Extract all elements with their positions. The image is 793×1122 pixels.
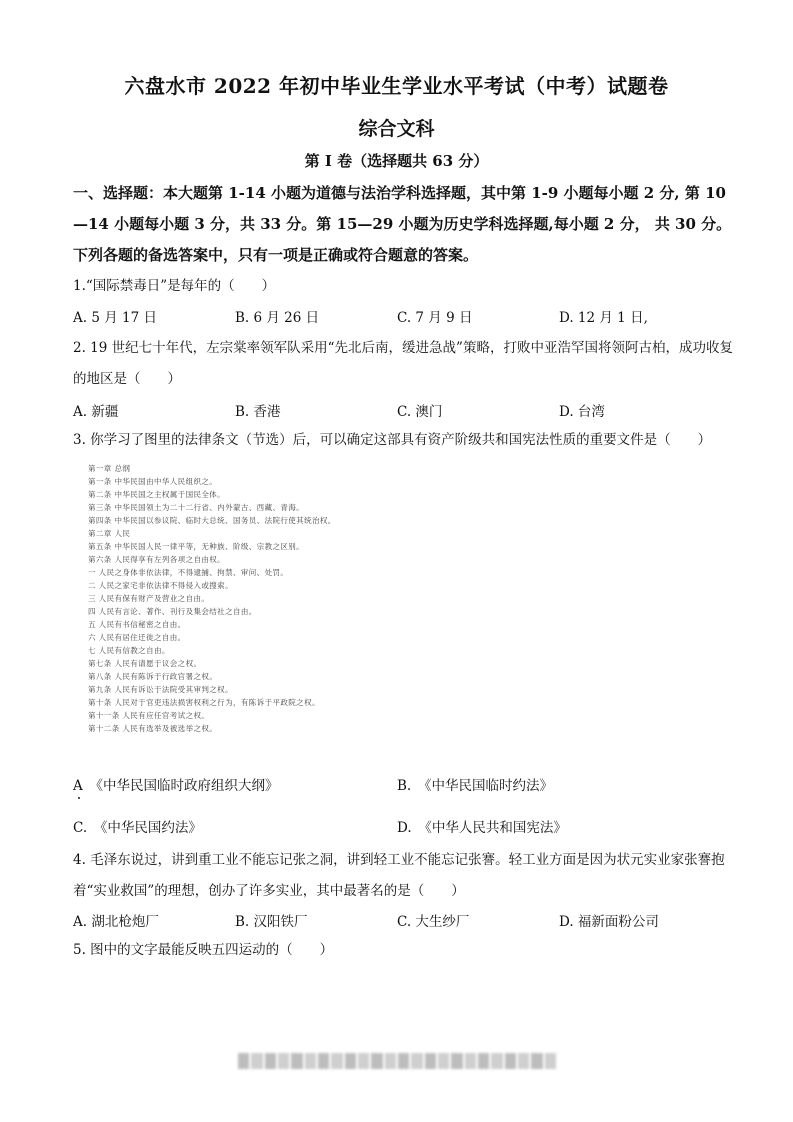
legal-line: 五 人民有书信秘密之自由。 (88, 620, 186, 629)
legal-line: 第三条 中华民国领土为二十二行省、内外蒙古、西藏、青海。 (88, 503, 305, 512)
question-1-option-c: C. 7 月 9 日 (397, 310, 473, 326)
scan-speck (78, 797, 80, 799)
legal-line: 四 人民有言论、著作、刊行及集会结社之自由。 (88, 607, 257, 616)
question-4-stem: 4. 毛泽东说过，讲到重工业不能忘记张之洞，讲到轻工业不能忘记张謇。轻工业方面是因为状元实业家张謇抱着“实业救国”的理想，创办了许多实业，其中最著名的是（ ） (73, 852, 725, 899)
legal-text-figure (88, 463, 388, 763)
question-4-option-b: B. 汉阳铁厂 (235, 914, 308, 930)
legal-line: 第十条 人民对于官吏违法损害权利之行为，有陈诉于平政院之权。 (88, 698, 320, 707)
legal-line: 第四条 中华民国以参议院、临时大总统、国务员、法院行使其统治权。 (88, 516, 336, 525)
exam-title: 六盘水市 2022 年初中毕业生学业水平考试（中考）试题卷 (124, 74, 669, 98)
legal-line: 第八条 人民有陈诉于行政官署之权。 (88, 672, 218, 681)
question-4-option-d: D. 福新面粉公司 (559, 914, 659, 930)
question-1-option-a: A. 5 月 17 日 (73, 310, 157, 326)
question-1-stem: 1.“国际禁毒日”是每年的（ ） (73, 278, 276, 294)
legal-line: 二 人民之家宅非依法律不得侵入或搜索。 (88, 581, 233, 590)
legal-line: 第二条 中华民国之主权属于国民全体。 (88, 490, 226, 499)
volume-heading: 第 I 卷（选择题共 63 分） (304, 152, 489, 170)
legal-line: 第一章 总纲 (88, 464, 131, 473)
question-4-option-a: A. 湖北枪炮厂 (73, 914, 159, 930)
question-2-option-b: B. 香港 (235, 404, 281, 420)
section-instructions: 一、选择题：本大题第 1-14 小题为道德与法治学科选择题，其中第 1-9 小题每小题 2 分, 第 10—14 小题每小题 3 分，共 33 分。第 15—29 小题为历史学科选择题,每小题 2 分， 共 30 分。下列各题的备选答案中，只有一项是正确或符合题意的答案。 (73, 184, 732, 264)
question-1-option-b: B. 6 月 26 日 (235, 310, 320, 326)
blurred-footer-watermark (238, 1053, 556, 1069)
question-3-option-d: D. 《中华人民共和国宪法》 (397, 820, 567, 836)
question-2-option-a: A. 新疆 (73, 404, 119, 420)
legal-line: 第二章 人民 (88, 529, 131, 538)
question-1-option-d: D. 12 月 1 日, (559, 310, 648, 326)
question-3-option-b: B. 《中华民国临时约法》 (397, 778, 553, 794)
legal-line: 第六条 人民得享有左列各项之自由权。 (88, 555, 226, 564)
legal-line: 七 人民有信教之自由。 (88, 646, 170, 655)
question-2-option-d: D. 台湾 (559, 404, 605, 420)
question-3-option-a: A 《中华民国临时政府组织大纲》 (73, 778, 279, 794)
legal-line: 第十一条 人民有应任官考试之权。 (88, 711, 210, 720)
question-2-option-c: C. 澳门 (397, 404, 443, 420)
question-2-stem: 2. 19 世纪七十年代，左宗棠率领军队采用“先北后南，缓进急战”策略，打败中亚浩罕国将领阿古柏，成功收复的地区是（ ） (73, 340, 733, 387)
legal-line: 第一条 中华民国由中华人民组织之。 (88, 477, 218, 486)
legal-line: 第七条 人民有请愿于议会之权。 (88, 659, 202, 668)
legal-line: 三 人民有保有财产及营业之自由。 (88, 594, 210, 603)
question-4-option-c: C. 大生纱厂 (397, 914, 470, 930)
legal-line: 第十二条 人民有选举及被选举之权。 (88, 724, 218, 733)
question-3-stem: 3. 你学习了图里的法律条文（节选）后，可以确定这部具有资产阶级共和国宪法性质的重要文件是（ ） (73, 432, 712, 448)
legal-line: 第五条 中华民国人民一律平等，无种族、阶级、宗教之区别。 (88, 542, 305, 551)
exam-subject: 综合文科 (358, 118, 435, 140)
legal-line: 第九条 人民有诉讼于法院受其审判之权。 (88, 685, 233, 694)
legal-line: 六 人民有居住迁徙之自由。 (88, 633, 186, 642)
legal-line: 一 人民之身体非依法律，不得逮捕、拘禁、审问、处罚。 (88, 568, 289, 577)
question-5-stem: 5. 图中的文字最能反映五四运动的（ ） (73, 942, 334, 958)
question-3-option-c: C. 《中华民国约法》 (73, 820, 202, 836)
